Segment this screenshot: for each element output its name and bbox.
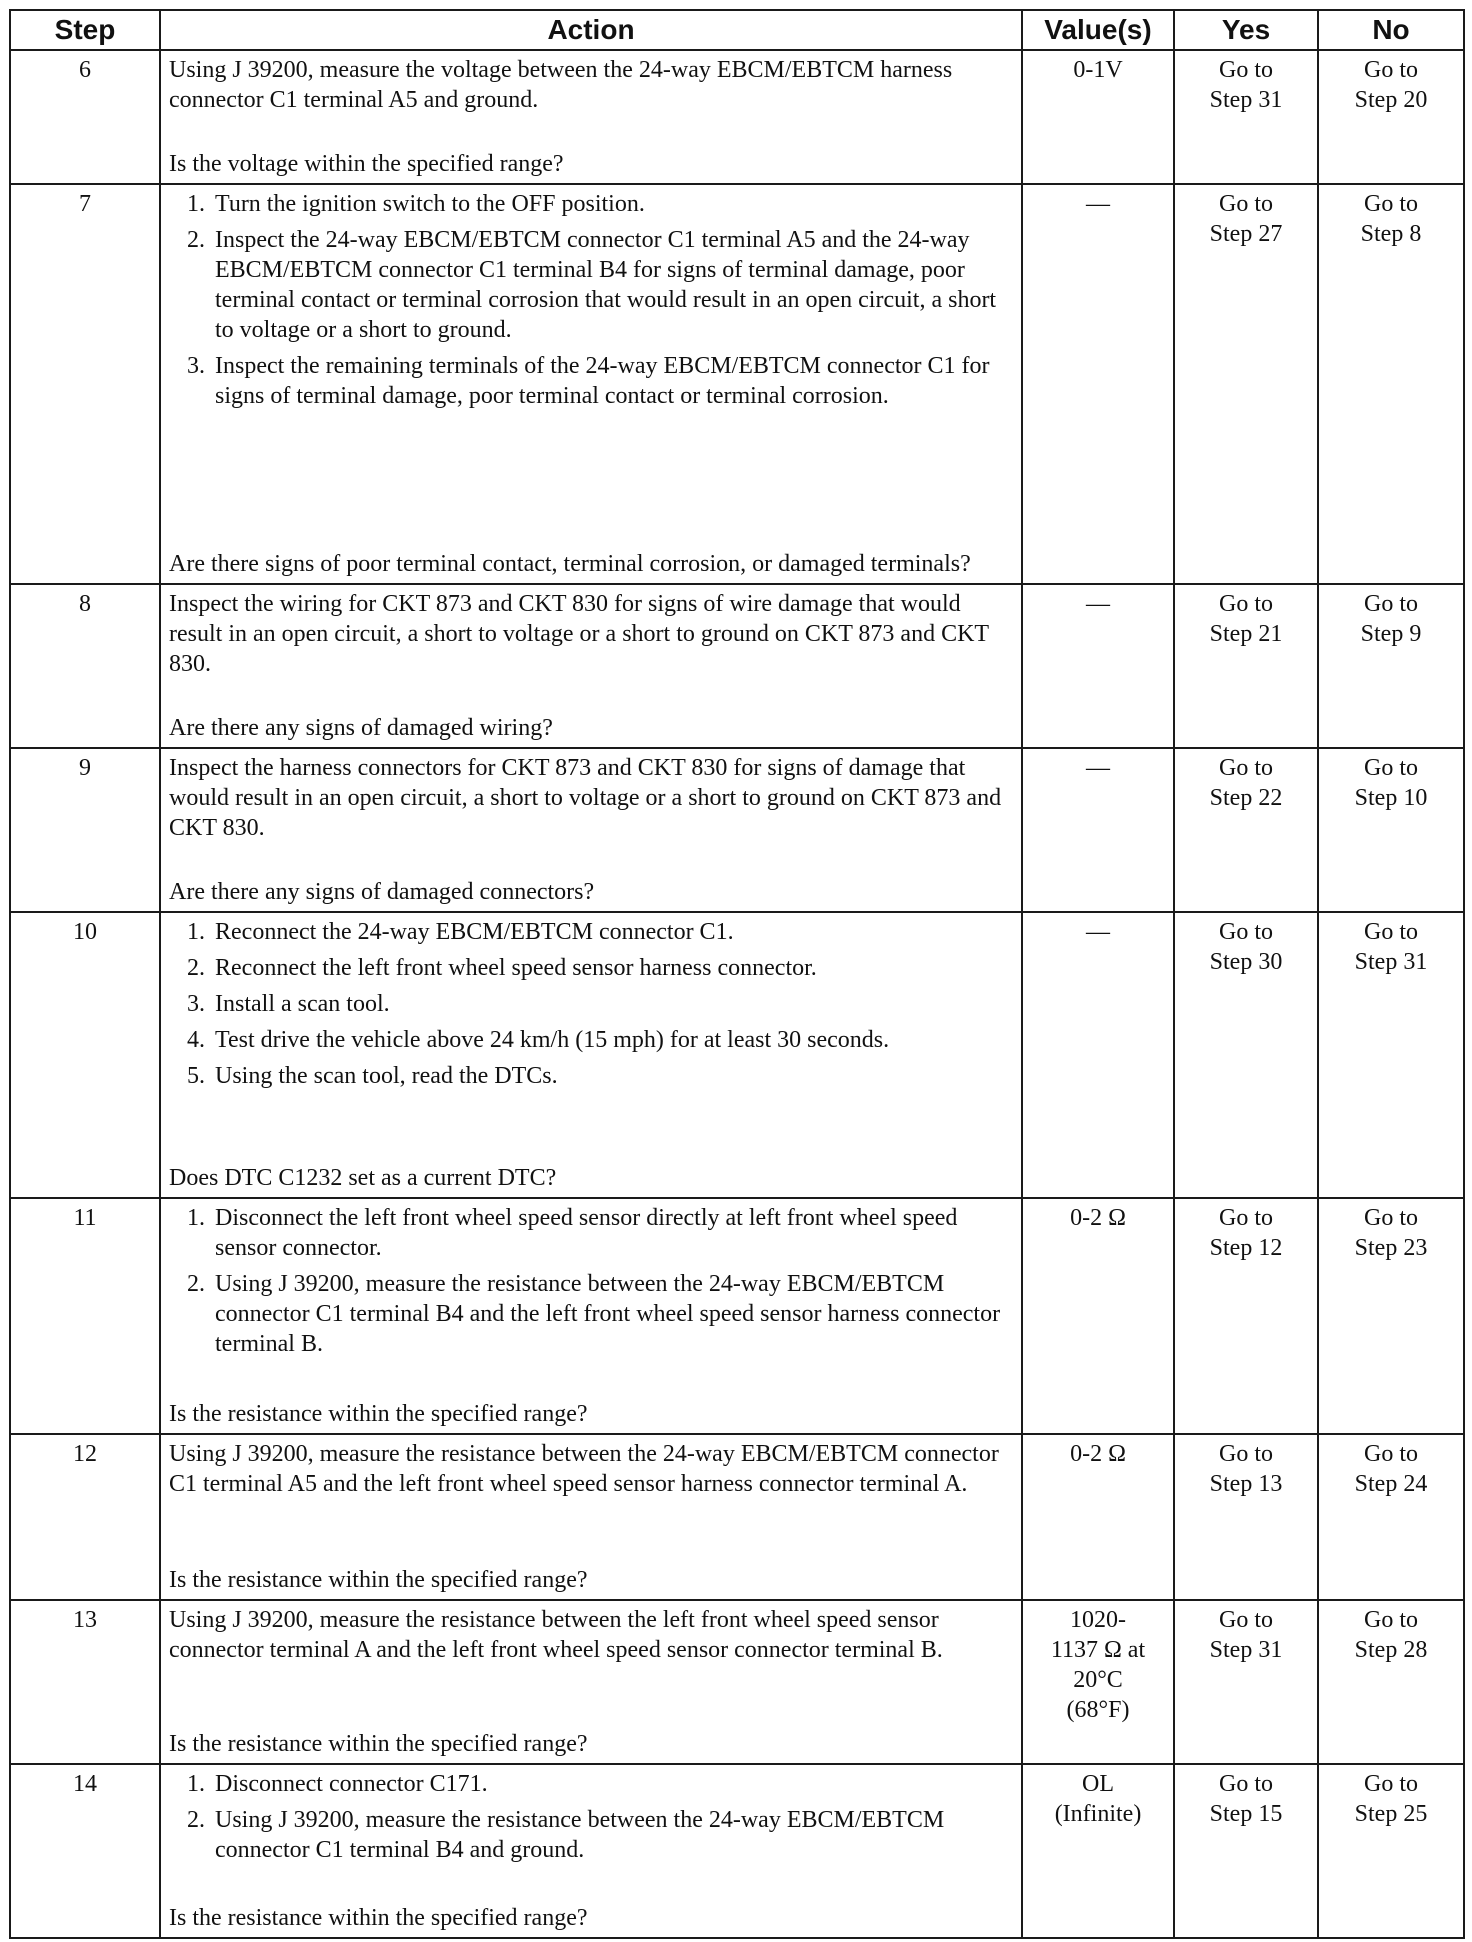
action-cell [160, 584, 1022, 748]
step-index: 1. [187, 919, 205, 945]
action-cell [160, 912, 1022, 1198]
step-number: 6 [10, 50, 160, 184]
table-row [10, 1198, 1464, 1434]
action-cell [160, 1198, 1022, 1434]
list-item [187, 1269, 1011, 1359]
step-text: Turn the ignition switch to the OFF position. [215, 191, 645, 217]
step-index: 1. [187, 1205, 205, 1231]
action-question: Are there signs of poor terminal contact, terminal corrosion, or damaged terminals? [169, 551, 971, 577]
value-cell: 0-1V [1022, 50, 1174, 184]
list-item [187, 917, 1011, 947]
no-cell: Go to Step 24 [1318, 1434, 1464, 1600]
yes-cell: Go to Step 13 [1174, 1434, 1318, 1600]
yes-cell: Go to Step 30 [1174, 912, 1318, 1198]
action-question: Does DTC C1232 set as a current DTC? [169, 1165, 557, 1191]
table-row [10, 1434, 1464, 1600]
header-no: No [1318, 10, 1464, 50]
step-index: 1. [187, 1771, 205, 1797]
step-text: Install a scan tool. [215, 991, 390, 1017]
action-question: Is the resistance within the specified range? [169, 1731, 588, 1757]
action-text: Inspect the harness connectors for CKT 873 and CKT 830 for signs of damage that would result in an open circuit, a short to voltage or a short to ground on CKT 873 and CKT 830. [169, 755, 1002, 841]
step-index: 2. [187, 227, 205, 253]
step-number: 14 [10, 1764, 160, 1938]
no-cell: Go to Step 28 [1318, 1600, 1464, 1764]
step-index: 5. [187, 1063, 205, 1089]
step-text: Reconnect the left front wheel speed sensor harness connector. [215, 955, 817, 981]
value-cell: — [1022, 584, 1174, 748]
action-text: Using J 39200, measure the resistance between the 24-way EBCM/EBTCM connector C1 terminal A5 and the left front wheel speed sensor harness connector terminal A. [169, 1441, 999, 1497]
action-cell [160, 1434, 1022, 1600]
list-item [187, 225, 1011, 345]
step-text: Using the scan tool, read the DTCs. [215, 1063, 558, 1089]
action-question: Is the voltage within the specified range? [169, 151, 564, 177]
list-item [187, 1061, 1011, 1091]
step-number: 7 [10, 184, 160, 584]
no-cell: Go to Step 20 [1318, 50, 1464, 184]
no-cell: Go to Step 25 [1318, 1764, 1464, 1938]
action-cell [160, 50, 1022, 184]
action-cell [160, 1600, 1022, 1764]
list-item [187, 1203, 1011, 1263]
step-index: 3. [187, 353, 205, 379]
table-row [10, 748, 1464, 912]
no-cell: Go to Step 8 [1318, 184, 1464, 584]
step-number: 8 [10, 584, 160, 748]
step-text: Using J 39200, measure the resistance between the 24-way EBCM/EBTCM connector C1 terminal B4 and the left front wheel speed sensor harness connector terminal B. [215, 1271, 1001, 1357]
value-cell: 0-2 Ω [1022, 1198, 1174, 1434]
header-values: Value(s) [1022, 10, 1174, 50]
step-text: Disconnect connector C171. [215, 1771, 488, 1797]
yes-cell: Go to Step 31 [1174, 1600, 1318, 1764]
value-cell: — [1022, 184, 1174, 584]
step-number: 10 [10, 912, 160, 1198]
list-item [187, 1025, 1011, 1055]
action-text: Inspect the wiring for CKT 873 and CKT 830 for signs of wire damage that would result in an open circuit, a short to voltage or a short to ground on CKT 873 and CKT 830. [169, 591, 989, 677]
header-row [10, 10, 1464, 50]
yes-cell: Go to Step 31 [1174, 50, 1318, 184]
action-steps [169, 1203, 1011, 1365]
action-question: Are there any signs of damaged wiring? [169, 715, 553, 741]
header-step: Step [10, 10, 160, 50]
no-cell: Go to Step 9 [1318, 584, 1464, 748]
step-number: 13 [10, 1600, 160, 1764]
value-cell: OL (Infinite) [1022, 1764, 1174, 1938]
action-cell [160, 1764, 1022, 1938]
step-text: Using J 39200, measure the resistance between the 24-way EBCM/EBTCM connector C1 terminal B4 and ground. [215, 1807, 945, 1863]
step-index: 4. [187, 1027, 205, 1053]
action-steps [169, 189, 1011, 417]
step-text: Inspect the 24-way EBCM/EBTCM connector C1 terminal A5 and the 24-way EBCM/EBTCM connector C1 terminal B4 for signs of terminal damage, poor terminal contact or terminal corrosion that would result in an open circuit, a short to voltage or a short to ground. [215, 227, 997, 343]
step-text: Disconnect the left front wheel speed sensor directly at left front wheel speed sensor connector. [215, 1205, 958, 1261]
header-action: Action [160, 10, 1022, 50]
action-text: Using J 39200, measure the resistance between the left front wheel speed sensor connector terminal A and the left front wheel speed sensor connector terminal B. [169, 1607, 943, 1663]
value-cell: 0-2 Ω [1022, 1434, 1174, 1600]
list-item [187, 953, 1011, 983]
step-index: 2. [187, 1271, 205, 1297]
table-row [10, 584, 1464, 748]
table-row [10, 50, 1464, 184]
yes-cell: Go to Step 27 [1174, 184, 1318, 584]
step-number: 11 [10, 1198, 160, 1434]
action-question: Is the resistance within the specified range? [169, 1905, 588, 1931]
step-text: Reconnect the 24-way EBCM/EBTCM connector C1. [215, 919, 734, 945]
no-cell: Go to Step 10 [1318, 748, 1464, 912]
no-cell: Go to Step 23 [1318, 1198, 1464, 1434]
value-cell: 1020- 1137 Ω at 20°C (68°F) [1022, 1600, 1174, 1764]
step-number: 12 [10, 1434, 160, 1600]
yes-cell: Go to Step 15 [1174, 1764, 1318, 1938]
list-item [187, 351, 1011, 411]
yes-cell: Go to Step 21 [1174, 584, 1318, 748]
action-question: Is the resistance within the specified range? [169, 1401, 588, 1427]
action-steps [169, 1769, 1011, 1871]
list-item [187, 189, 1011, 219]
action-question: Is the resistance within the specified range? [169, 1567, 588, 1593]
yes-cell: Go to Step 22 [1174, 748, 1318, 912]
step-index: 2. [187, 955, 205, 981]
table-row [10, 1600, 1464, 1764]
value-cell: — [1022, 748, 1174, 912]
table-row [10, 184, 1464, 584]
step-text: Inspect the remaining terminals of the 24-way EBCM/EBTCM connector C1 for signs of terminal damage, poor terminal contact or terminal corrosion. [215, 353, 990, 409]
table-row [10, 1764, 1464, 1938]
action-cell [160, 748, 1022, 912]
step-index: 1. [187, 191, 205, 217]
step-index: 2. [187, 1807, 205, 1833]
value-cell: — [1022, 912, 1174, 1198]
diagnostic-table [9, 9, 1465, 1939]
no-cell: Go to Step 31 [1318, 912, 1464, 1198]
step-text: Test drive the vehicle above 24 km/h (15 mph) for at least 30 seconds. [215, 1027, 890, 1053]
list-item [187, 989, 1011, 1019]
action-cell [160, 184, 1022, 584]
table-row [10, 912, 1464, 1198]
action-text: Using J 39200, measure the voltage between the 24-way EBCM/EBTCM harness connector C1 terminal A5 and ground. [169, 57, 953, 113]
list-item [187, 1769, 1011, 1799]
yes-cell: Go to Step 12 [1174, 1198, 1318, 1434]
list-item [187, 1805, 1011, 1865]
step-number: 9 [10, 748, 160, 912]
action-question: Are there any signs of damaged connectors? [169, 879, 595, 905]
step-index: 3. [187, 991, 205, 1017]
action-steps [169, 917, 1011, 1097]
header-yes: Yes [1174, 10, 1318, 50]
